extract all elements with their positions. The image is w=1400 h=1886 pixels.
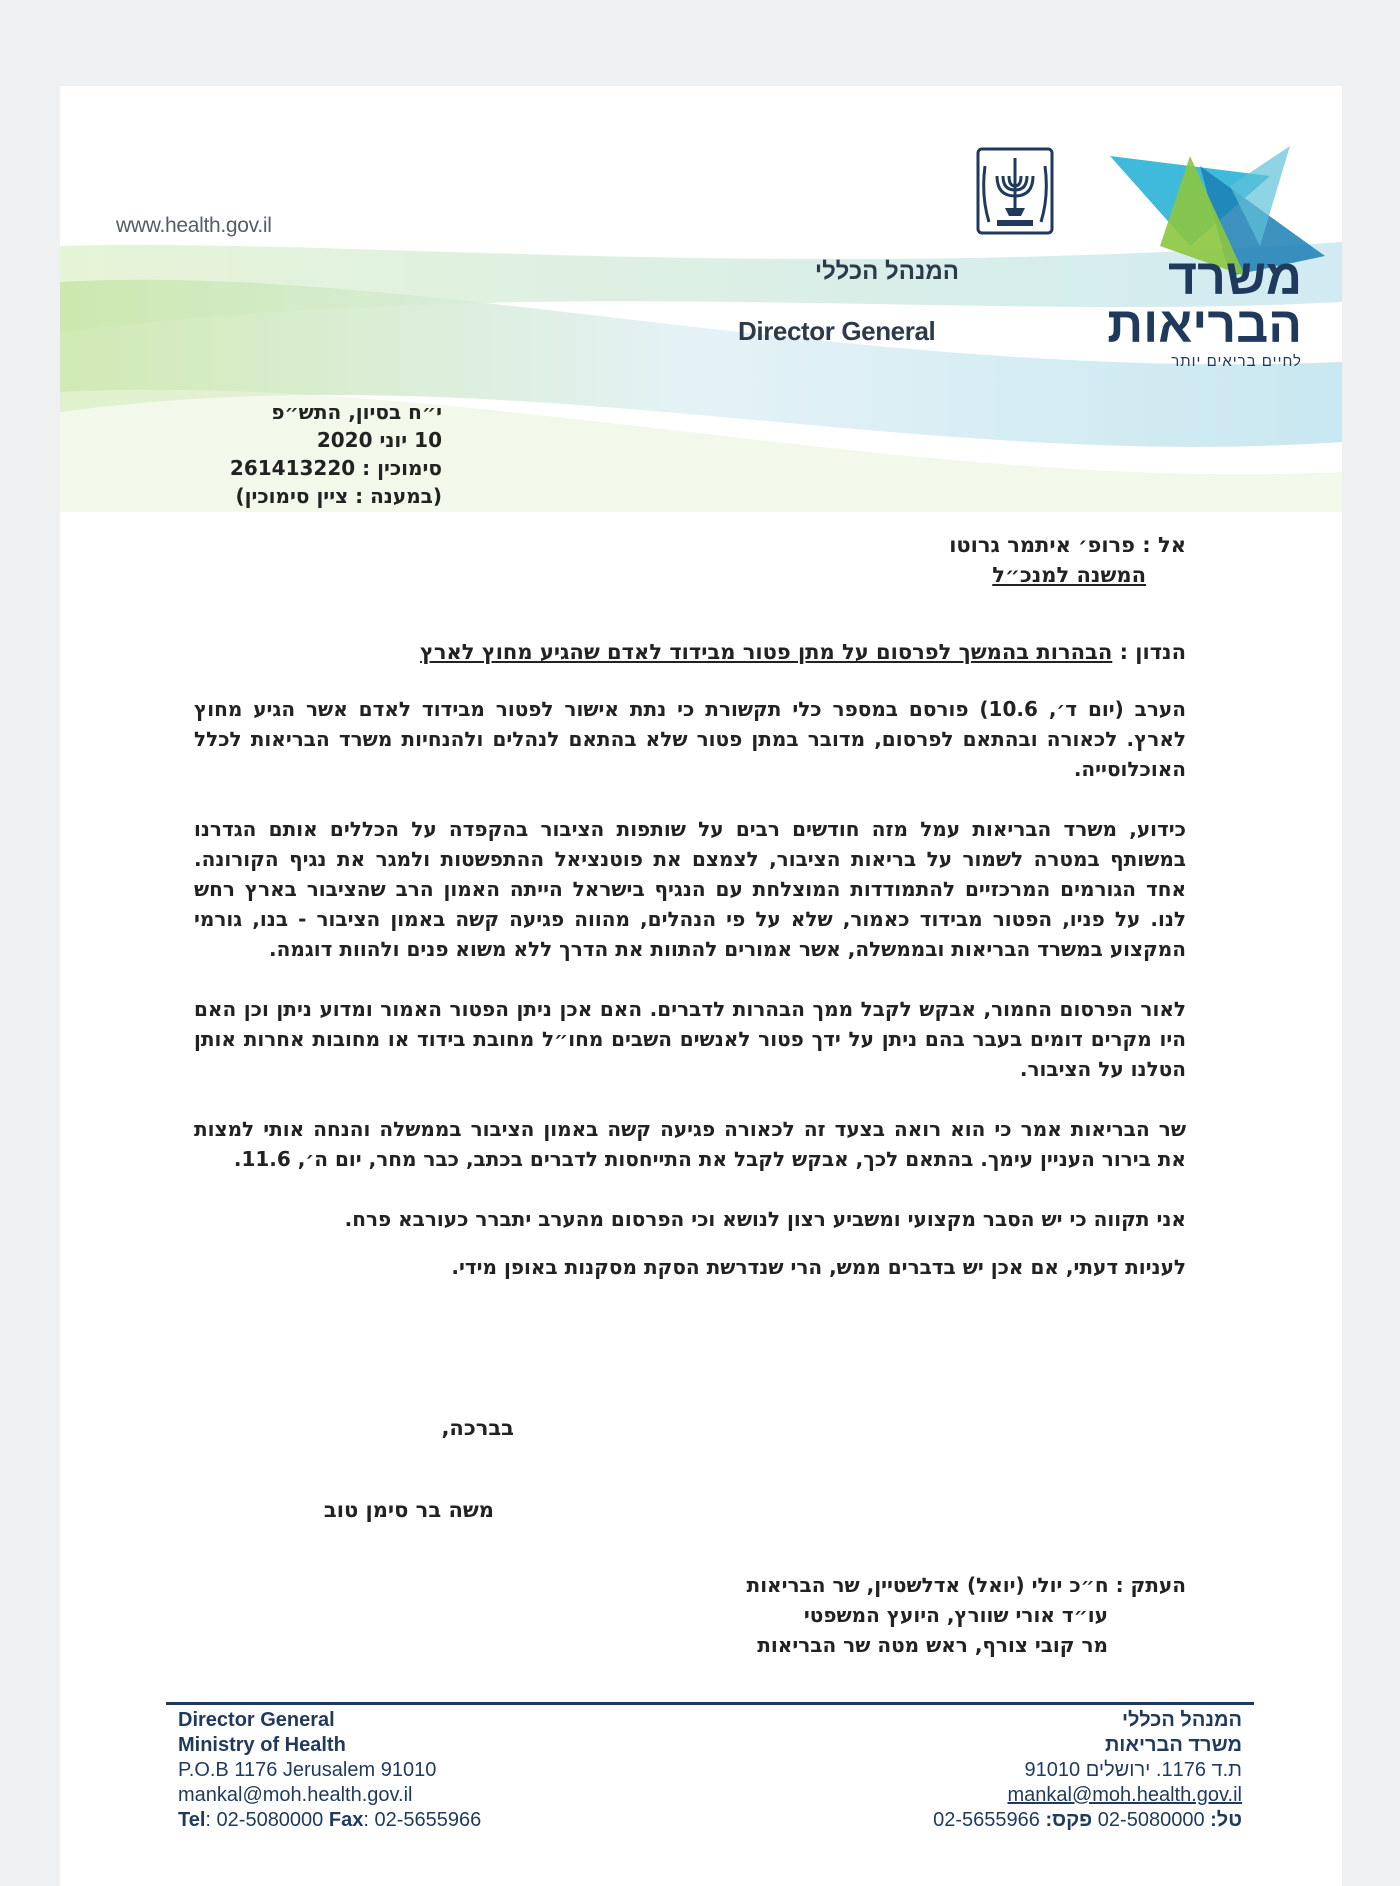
gregorian-date: 10 יוני 2020 (316, 428, 442, 452)
signer-name: משה בר סימן טוב (323, 1498, 494, 1522)
footer-he-title: המנהל הכללי (1121, 1709, 1242, 1731)
recipient-name: אל : פרופ׳ איתמר גרוטו (949, 533, 1186, 557)
footer-en-ministry: Ministry of Health (178, 1734, 346, 1756)
hebrew-date: י״ח בסיון, התש״פ (271, 400, 442, 424)
footer-he-tel: 02-5080000 (1092, 1809, 1211, 1831)
department-name-english: Director General (738, 316, 936, 346)
body-paragraph: שר הבריאות אמר כי הוא רואה בצעד זה לכאורה פגיעה קשה באמון הציבור בממשלה והנחה אותי למצות את בירור העניין עימך. בהתאם לכך, אבקש לקבל את התייחסות לדברים בכתב, כבר מחר, יום ה׳, 11.6. (194, 1117, 1186, 1171)
cc-line: העתק : ח״כ יולי (יואל) אדלשטיין, שר הבריאות (746, 1573, 1186, 1597)
letter-body (194, 694, 1186, 1312)
recipient-block (949, 530, 1186, 590)
date-block (230, 398, 442, 510)
body-paragraph: לעניות דעתי, אם אכן יש בדברים ממש, הרי שנדרשת הסקת מסקנות באופן מידי. (451, 1255, 1186, 1279)
footer-he-fax: 02-5655966 (933, 1809, 1046, 1831)
letter-page (60, 86, 1342, 1886)
footer-en-title: Director General (178, 1709, 335, 1731)
footer-en-address: P.O.B 1176 Jerusalem 91010 (178, 1759, 437, 1781)
subject-label: הנדון : (1119, 640, 1186, 664)
ministry-wordmark-line2: הבריאות (1107, 296, 1302, 353)
cc-line: מר קובי צורף, ראש מטה שר הבריאות (757, 1633, 1108, 1657)
footer-en-fax-label: Fax (328, 1809, 364, 1831)
footer-en-tel-label: Tel (178, 1809, 206, 1831)
reply-note: (במענה : ציין סימוכין) (235, 484, 442, 508)
cc-block (747, 1570, 1186, 1660)
body-paragraph: הערב (יום ד׳, 10.6) פורסם במספר כלי תקשורת כי נתת אישור לפטור מבידוד לאדם אשר הגיע מחוץ לארץ. לכאורה ובהתאם לפרסום, מדובר במתן פטור שלא בהתאם לנהלים ולהנחיות משרד הבריאות לכלל האוכלוסייה. (194, 697, 1186, 781)
footer-en-email[interactable]: mankal@moh.health.gov.il (178, 1784, 413, 1806)
ministry-wordmark (1107, 249, 1302, 370)
footer-hebrew (933, 1708, 1242, 1833)
footer-he-phone (933, 1808, 1242, 1833)
footer-divider (166, 1702, 1254, 1705)
cc-line: עו״ד אורי שוורץ, היועץ המשפטי (803, 1603, 1108, 1627)
body-paragraph: לאור הפרסום החמור, אבקש לקבל ממך הבהרות לדברים. האם אכן ניתן הפטור האמור ומדוע ניתן וכן האם היו מקרים דומים בעבר בהם ניתן על ידך פטור לאנשים השבים מחו״ל מחובת בידוד או מחובות אחרות אותן הטלנו על הציבור. (194, 997, 1186, 1081)
recipient-title: המשנה למנכ״ל (992, 563, 1146, 587)
footer-en-fax: : 02-5655966 (363, 1809, 482, 1831)
footer-en-tel: : 02-5080000 (205, 1809, 329, 1831)
subject-line (420, 640, 1186, 664)
footer-english (178, 1708, 481, 1833)
body-paragraph: כידוע, משרד הבריאות עמל מזה חודשים רבים על שותפות הציבור בהקפדה על הכללים אותם הגדרנו במשותף במטרה לשמור על בריאות הציבור, לצמצם את פוטנציאל ההתפשטות ולמגר את נגיף הקורונה. אחד הגורמים המרכזיים להתמודדות המוצלחת עם הנגיף בישראל הייתה האמון הרב שהציבור בארץ רחש לנו. על פניו, הפטור מבידוד כאמור, שלא על פי הנהלים, מהווה פגיעה קשה באמון הציבור - בנו, גורמי המקצוע במשרד הבריאות ובממשלה, אשר אמורים להתוות את הדרך ללא משוא פנים ולהוות דוגמה. (194, 817, 1186, 961)
state-emblem-icon (975, 146, 1055, 236)
footer-he-address: ת.ד 1176. ירושלים 91010 (1024, 1759, 1242, 1781)
footer-he-email-row (933, 1783, 1242, 1808)
website-url: www.health.gov.il (116, 214, 272, 237)
department-name-hebrew: המנהל הכללי (814, 258, 959, 285)
reference-number: סימוכין : 261413220 (229, 456, 442, 480)
footer-en-phone (178, 1808, 481, 1833)
footer-he-tel-label: טל: (1210, 1809, 1242, 1831)
footer-he-ministry: משרד הבריאות (1104, 1734, 1242, 1756)
ministry-wordmark-line1: משרד (1168, 249, 1302, 305)
body-paragraph: אני תקווה כי יש הסבר מקצועי ומשביע רצון לנושא וכי הפרסום מהערב יתברר כעורבא פרח. (344, 1207, 1186, 1231)
closing-salutation: בברכה, (441, 1416, 514, 1440)
footer-he-fax-label: פקס: (1045, 1809, 1093, 1831)
ministry-tagline: לחיים בריאים יותר (1171, 353, 1302, 370)
subject-text: הבהרות בהמשך לפרסום על מתן פטור מבידוד לאדם שהגיע מחוץ לארץ (419, 640, 1113, 664)
footer-he-email[interactable]: mankal@moh.health.gov.il (1007, 1784, 1242, 1806)
